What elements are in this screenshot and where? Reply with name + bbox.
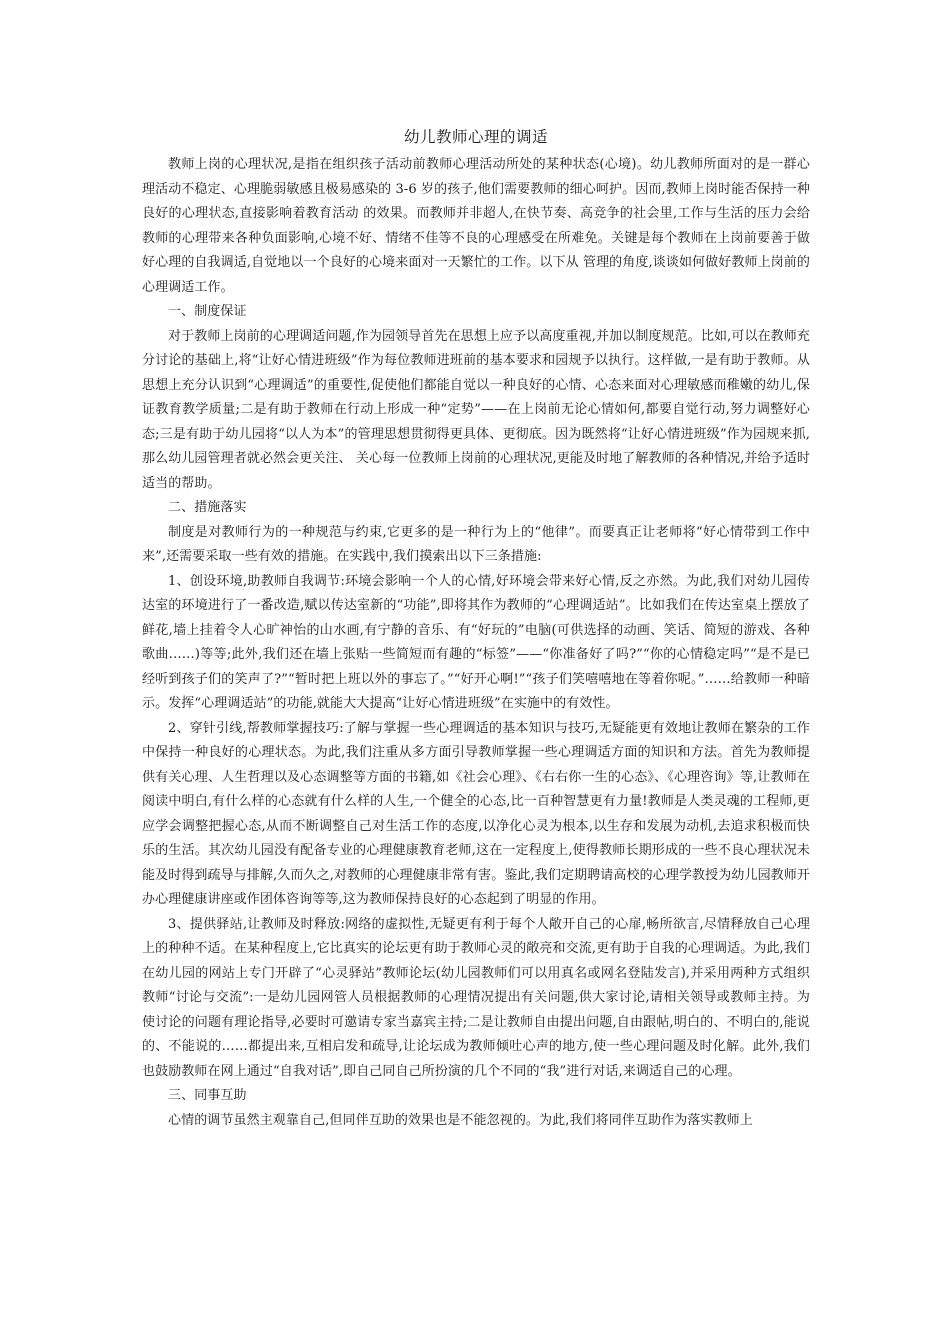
measure-paragraph-3: 3、提供驿站,让教师及时释放:网络的虚拟性,无疑更有利于每个人敞开自己的心扉,畅所欲言,尽情释放自己心理上的种种不适。在某种程度上,它比真实的论坛更有助于教师心灵的敞亮和交流,更有助于自我的心理调适。为此,我们在幼儿园的网站上专门开辟了“心灵驿站”教师论坛(幼儿园教师们可以用真名或网名登陆发言),并采用两种方式组织教师“讨论与交流”:一是幼儿园网管人员根据教师的心理情况提出有关问题,供大家讨论,请相关领导或教师主持。为使讨论的问题有理论指导,必要时可邀请专家当嘉宾主持;二是让教师自由提出问题,自由跟帖,明白的、不明白的,能说的、不能说的……都提出来,互相启发和疏导,让论坛成为教师倾吐心声的地方,使一些心理问题及时化解。此外,我们也鼓励教师在网上通过“自我对话”,即自己同自己所扮演的几个不同的“我”进行对话,来调适自己的心理。 (142, 916, 810, 1079)
section-heading-2: 二、措施落实 (168, 500, 247, 515)
document-page (142, 123, 810, 1133)
document-title: 幼儿教师心理的调适 (403, 128, 548, 146)
body-paragraph: 心情的调节虽然主观靠自己,但同伴互助的效果也是不能忽视的。为此,我们将同伴互助作为落实教师上 (168, 1112, 753, 1128)
intro-paragraph: 教师上岗的心理状况,是指在组织孩子活动前教师心理活动所处的某种状态(心境)。幼儿教师所面对的是一群心理活动不稳定、心理脆弱敏感且极易感染的 3-6 岁的孩子,他们需要教师的细心呵护。因而,教师上岗时能否保持一种良好的心理状态,直接影响着教育活动 的效果。而教师并非超人,在快节奏、高竞争的社会里,工作与生活的压力会给教师的心理带来各种负面影响,心境不好、情绪不佳等不良的心理感受在所难免。关键是每个教师在上岗前要善于做好心理的自我调适,自觉地以一个良好的心境来面对一天繁忙的工作。以下从 管理的角度,谈谈如何做好教师上岗前的心理调适工作。 (142, 157, 810, 295)
body-paragraph: 制度是对教师行为的一种规范与约束,它更多的是一种行为上的“他律”。而要真正让老师将“好心情带到工作中来”,还需要采取一些有效的措施。在实践中,我们摸索出以下三条措施: (142, 524, 810, 564)
measure-paragraph-1: 1、创设环境,助教师自我调节:环境会影响一个人的心情,好环境会带来好心情,反之亦然。为此,我们对幼儿园传达室的环境进行了一番改造,赋以传达室新的“功能”,即将其作为教师的“心理调适站”。比如我们在传达室桌上摆放了鲜花,墙上挂着令人心旷神怡的山水画,有宁静的音乐、有“好玩的”电脑(可供选择的动画、笑话、简短的游戏、各种歌曲……)等等;此外,我们还在墙上张贴一些简短而有趣的“标签”——“你准备好了吗?”“你的心情稳定吗”“是不是已经听到孩子们的笑声了?”“暂时把上班以外的事忘了。”“好开心啊!”“孩子们笑嘻嘻地在等着你呢。”……给教师一种暗示。发挥“心理调适站”的功能,就能大大提高“让好心情进班级”在实施中的有效性。 (142, 573, 810, 711)
section-heading-1: 一、制度保证 (168, 304, 247, 319)
measure-paragraph-2: 2、穿针引线,帮教师掌握技巧:了解与掌握一些心理调适的基本知识与技巧,无疑能更有效地让教师在繁杂的工作中保持一种良好的心理状态。为此,我们注重从多方面引导教师掌握一些心理调适方面的知识和方法。首先为教师提供有关心理、人生哲理以及心态调整等方面的书籍,如《社会心理》、《右右你一生的心态》、《心理咨询》等,让教师在阅读中明白,有什么样的心态就有什么样的人生,一个健全的心态,比一百种智慧更有力量!教师是人类灵魂的工程师,更应学会调整把握心态,从而不断调整自己对生活工作的态度,以净化心灵为根本,以生存和发展为动机,去追求积极而快乐的生活。其次幼儿园没有配备专业的心理健康教育老师,这在一定程度上,使得教师长期形成的一些不良心理状况未能及时得到疏导与排解,久而久之,对教师的心理健康非常有害。鉴此,我们定期聘请高校的心理学教授为幼儿园教师开办心理健康讲座或作团体咨询等等,这为教师保持良好的心态起到了明显的作用。 (142, 720, 810, 907)
body-paragraph: 对于教师上岗前的心理调适问题,作为园领导首先在思想上应予以高度重视,并加以制度规范。比如,可以在教师充分讨论的基础上,将“让好心情进班级”作为每位教师进班前的基本要求和园规予以执行。这样做,一是有助于教师。从思想上充分认识到“心理调适”的重要性,促使他们都能自觉以一种良好的心情、心态来面对心理敏感而稚嫩的幼儿,保证教育教学质量;二是有助于教师在行动上形成一种“定势”——在上岗前无论心情如何,都要自觉行动,努力调整好心态;三是有助于幼儿园将“以人为本”的管理思想贯彻得更具体、更彻底。因为既然将“让好心情进班级”作为园规来抓,那么幼儿园管理者就必然会更关注、 关心每一位教师上岗前的心理状况,更能及时地了解教师的各种情况,并给予适时适当的帮助。 (142, 328, 810, 491)
section-heading-3: 三、同事互助 (168, 1088, 247, 1103)
